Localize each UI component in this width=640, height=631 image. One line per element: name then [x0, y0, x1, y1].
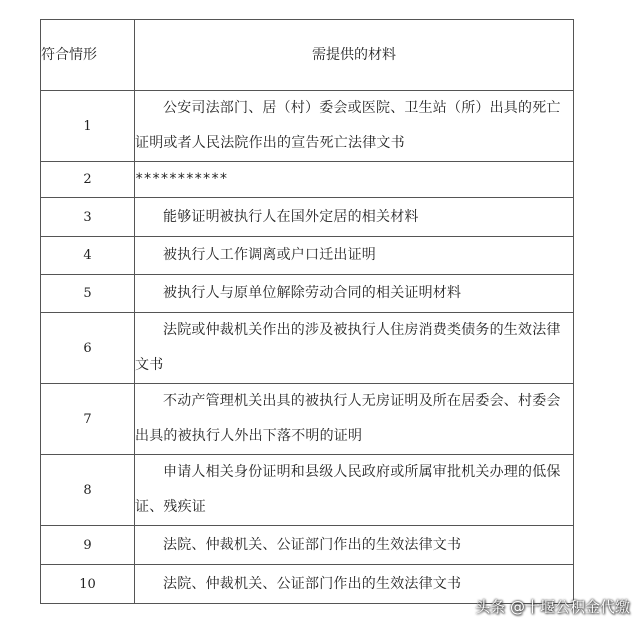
table-row: [41, 162, 574, 198]
table-row: [41, 526, 574, 565]
row-material: 申请人相关身份证明和县级人民政府或所属审批机关办理的低保证、残疾证: [135, 455, 574, 526]
row-material: 能够证明被执行人在国外定居的相关材料: [135, 198, 574, 237]
table-row: [41, 384, 574, 455]
header-situation: 符合情形: [41, 20, 135, 91]
row-number: 8: [41, 455, 135, 526]
watermark: 头条 @十堰公积金代缴: [475, 598, 630, 616]
row-number: 6: [41, 313, 135, 384]
row-material: 法院、仲裁机关、公证部门作出的生效法律文书: [135, 565, 574, 604]
table-row: [41, 91, 574, 162]
row-number: 3: [41, 198, 135, 237]
table-row: [41, 313, 574, 384]
table-row: [41, 455, 574, 526]
row-material: 不动产管理机关出具的被执行人无房证明及所在居委会、村委会出具的被执行人外出下落不明的证明: [135, 384, 574, 455]
materials-table: [40, 19, 574, 604]
row-material: ***********: [135, 162, 574, 198]
table-row: [41, 275, 574, 313]
table-row: [41, 198, 574, 237]
row-number: 2: [41, 162, 135, 198]
row-number: 5: [41, 275, 135, 313]
row-number: 1: [41, 91, 135, 162]
row-number: 4: [41, 237, 135, 275]
row-number: 7: [41, 384, 135, 455]
table-header-row: [41, 20, 574, 91]
row-number: 10: [41, 565, 135, 604]
row-material: 被执行人与原单位解除劳动合同的相关证明材料: [135, 275, 574, 313]
header-materials: 需提供的材料: [135, 20, 574, 91]
row-number: 9: [41, 526, 135, 565]
row-material: 公安司法部门、居（村）委会或医院、卫生站（所）出具的死亡证明或者人民法院作出的宣告死亡法律文书: [135, 91, 574, 162]
row-material: 法院或仲裁机关作出的涉及被执行人住房消费类债务的生效法律文书: [135, 313, 574, 384]
table-row: [41, 237, 574, 275]
row-material: 法院、仲裁机关、公证部门作出的生效法律文书: [135, 526, 574, 565]
row-material: 被执行人工作调离或户口迁出证明: [135, 237, 574, 275]
